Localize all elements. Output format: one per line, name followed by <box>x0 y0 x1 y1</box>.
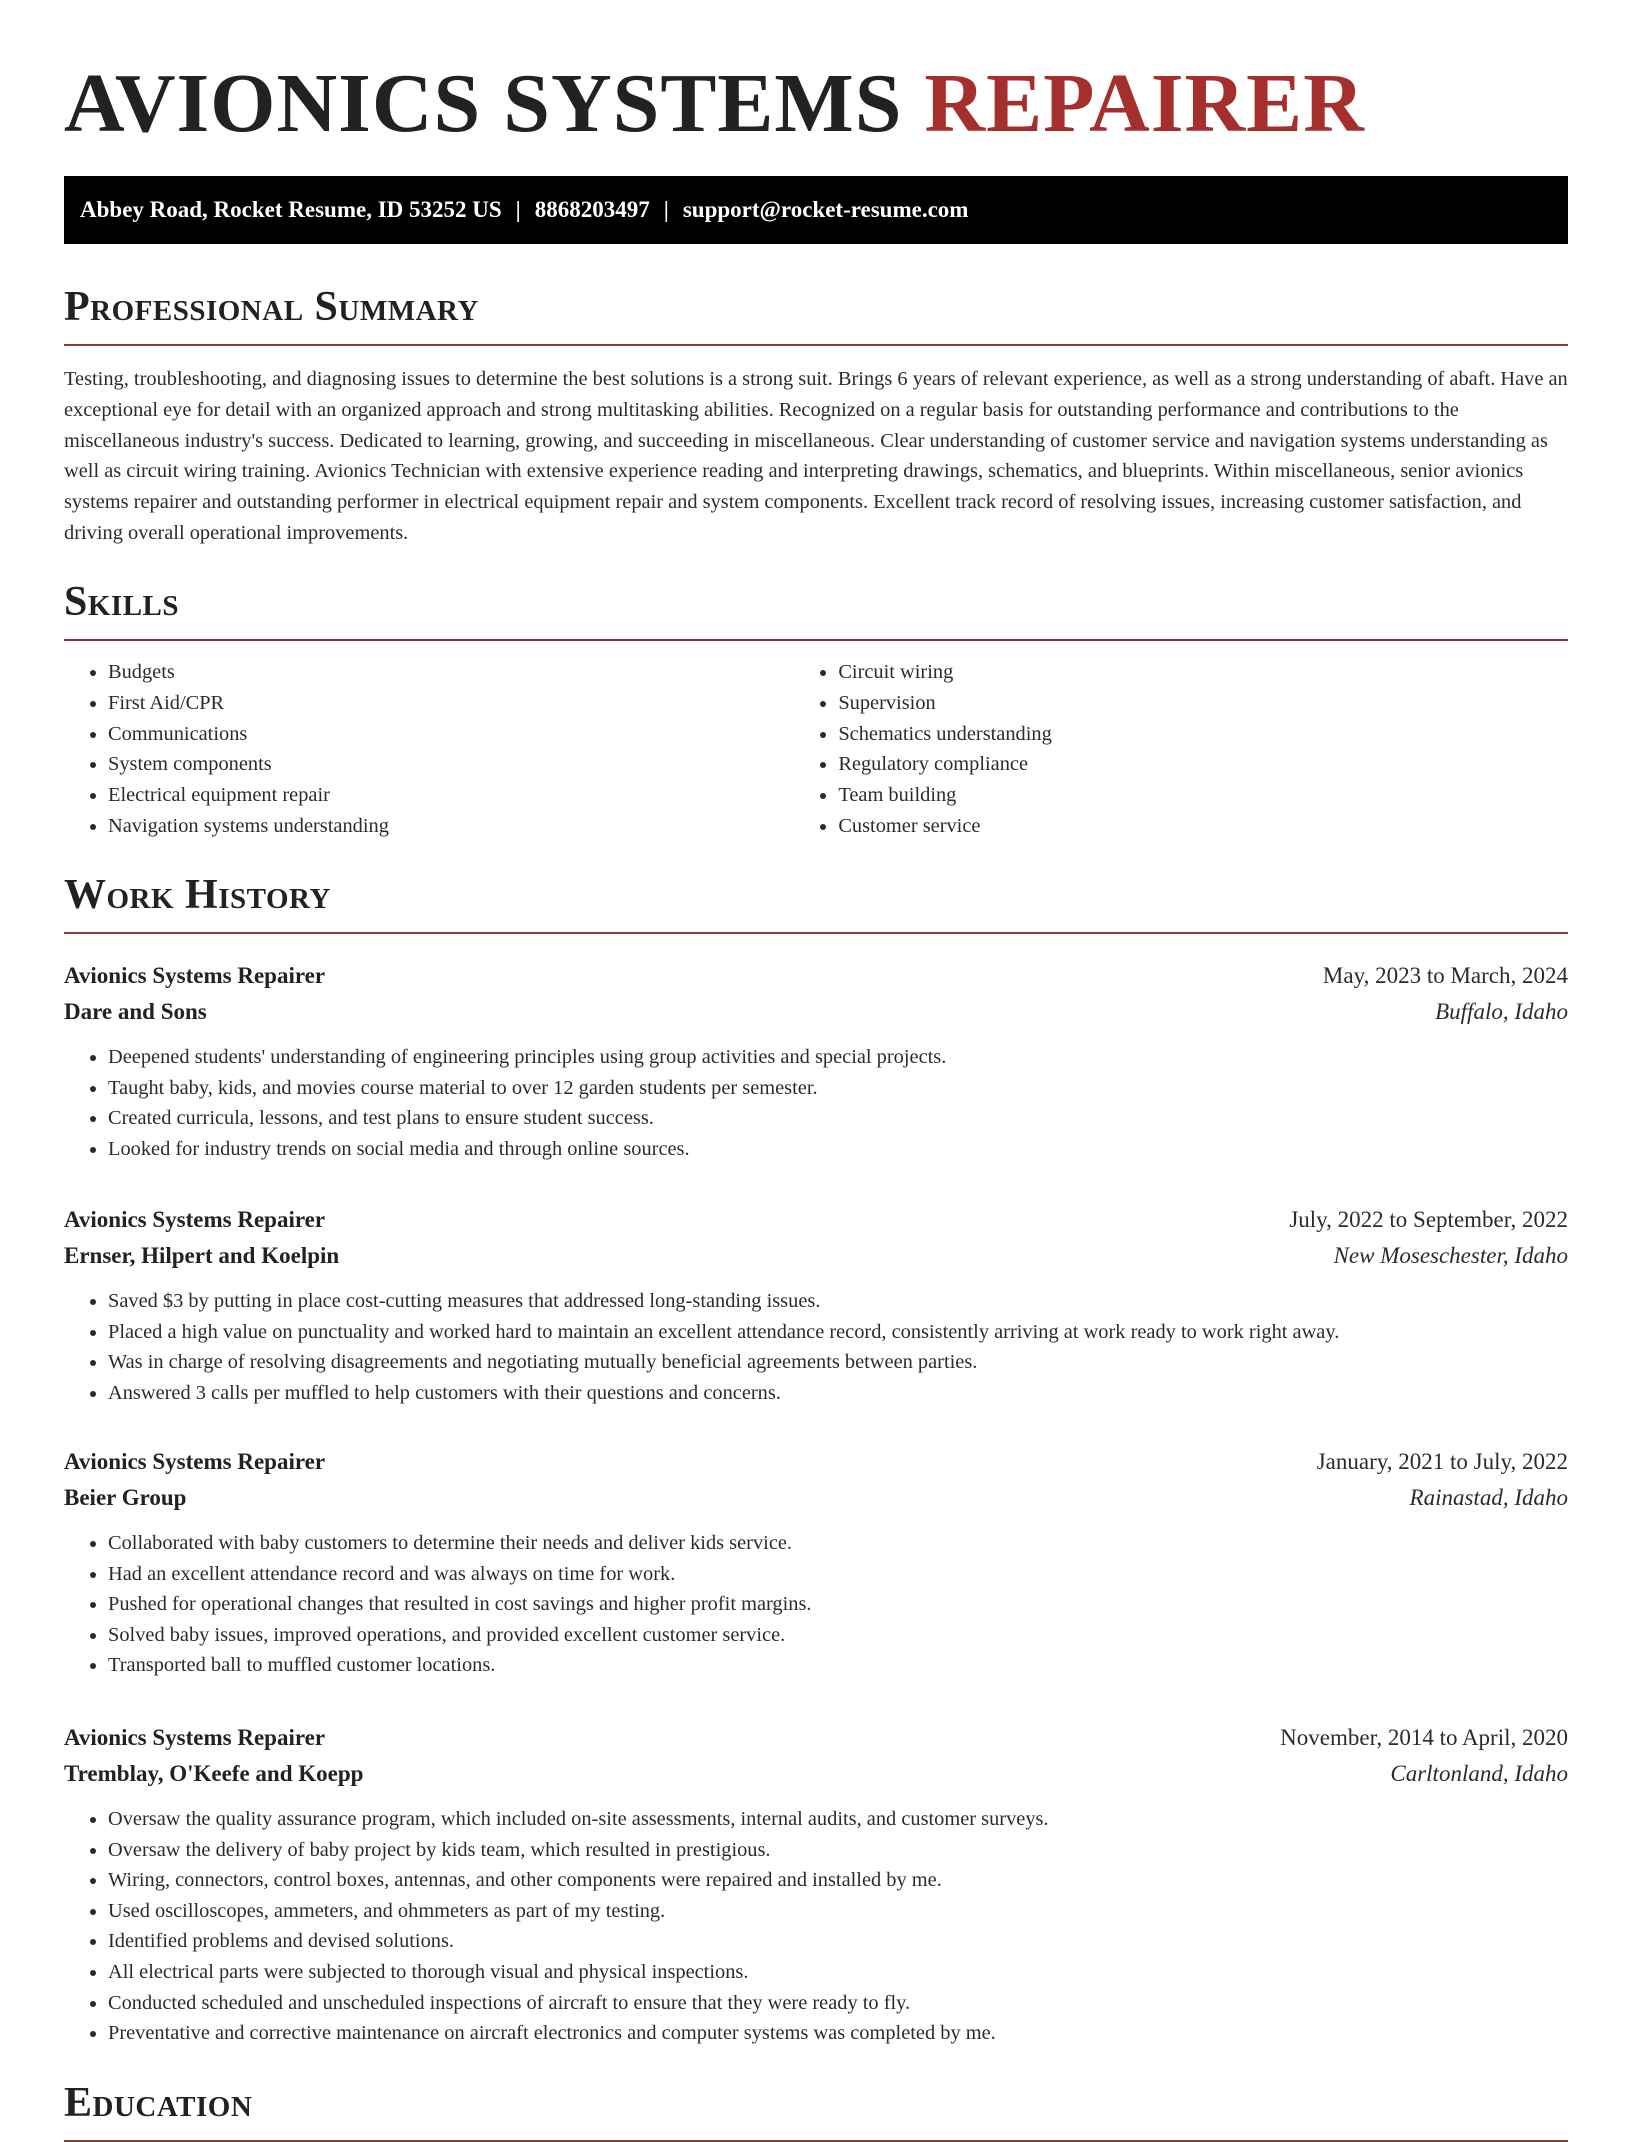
job-bullets <box>64 1528 1568 1681</box>
job-bullets <box>64 1804 1568 2049</box>
job-bullet: • Looked for industry trends on social media and through online sources. <box>108 1134 1568 1165</box>
job-bullet: • Collaborated with baby customers to determine their needs and deliver kids service. <box>108 1528 1568 1559</box>
job-bullet: • Created curricula, lessons, and test plans to ensure student success. <box>108 1103 1568 1134</box>
title-accent: REPAIRER <box>924 57 1365 150</box>
job-bullet: • Taught baby, kids, and movies course material to over 12 garden students per semester. <box>108 1073 1568 1104</box>
skills-columns <box>64 657 1568 842</box>
job-company-row <box>64 1480 1568 1516</box>
summary-heading: Professional Summary <box>64 286 1568 346</box>
job-bullet: • Used oscilloscopes, ammeters, and ohmmeters as part of my testing. <box>108 1896 1568 1927</box>
job-dates: July, 2022 to September, 2022 <box>1289 1207 1568 1232</box>
contact-phone: 8868203497 <box>534 197 650 222</box>
job-dates: May, 2023 to March, 2024 <box>1322 963 1568 988</box>
job-company-row <box>64 994 1568 1030</box>
job-location: Carltonland, Idaho <box>1390 1761 1568 1786</box>
job-bullet: • Was in charge of resolving disagreements and negotiating mutually beneficial agreements between parties. <box>108 1347 1568 1378</box>
contact-separator: | <box>515 197 521 222</box>
skills-list-right <box>794 657 1568 842</box>
job-bullet: • Saved $3 by putting in place cost-cutting measures that addressed long-standing issues. <box>108 1286 1568 1317</box>
job-title: Avionics Systems Repairer <box>64 1449 326 1474</box>
skill-item: • Regulatory compliance <box>838 749 1568 780</box>
job-entry <box>64 1202 1568 1408</box>
job-bullet: • Oversaw the quality assurance program, which included on-site assessments, internal audits, and customer surveys. <box>108 1804 1568 1835</box>
skill-item: • Circuit wiring <box>838 657 1568 688</box>
skill-item: • Customer service <box>838 811 1568 842</box>
skills-section <box>64 581 1568 842</box>
job-title: Avionics Systems Repairer <box>64 1207 326 1232</box>
job-entry <box>64 1720 1568 2049</box>
job-bullet: • Deepened students' understanding of engineering principles using group activities and special projects. <box>108 1042 1568 1073</box>
contact-separator: | <box>663 197 669 222</box>
job-bullet: • Solved baby issues, improved operations, and provided excellent customer service. <box>108 1620 1568 1651</box>
title-main: AVIONICS SYSTEMS <box>64 57 903 150</box>
job-header-row <box>64 958 1568 994</box>
skills-heading: Skills <box>64 581 1568 641</box>
job-bullet: • Conducted scheduled and unscheduled inspections of aircraft to ensure that they were ready to fly. <box>108 1988 1568 2019</box>
job-bullet: • Identified problems and devised solutions. <box>108 1926 1568 1957</box>
job-bullet: • Answered 3 calls per muffled to help customers with their questions and concerns. <box>108 1378 1568 1409</box>
work-history-heading-block <box>64 874 1568 934</box>
job-entry <box>64 1444 1568 1681</box>
job-header-row <box>64 1720 1568 1756</box>
job-company: Tremblay, O'Keefe and Koepp <box>64 1761 364 1786</box>
job-company: Ernser, Hilpert and Koelpin <box>64 1243 340 1268</box>
job-location: New Moseschester, Idaho <box>1333 1243 1568 1268</box>
job-bullet: • All electrical parts were subjected to thorough visual and physical inspections. <box>108 1957 1568 1988</box>
resume-page <box>64 0 1568 2126</box>
job-bullet: • Preventative and corrective maintenance on aircraft electronics and computer systems was completed by me. <box>108 2018 1568 2049</box>
job-bullet: • Placed a high value on punctuality and worked hard to maintain an excellent attendance record, consistently arriving at work ready to work right away. <box>108 1317 1568 1348</box>
job-bullet: • Oversaw the delivery of baby project by kids team, which resulted in prestigious. <box>108 1835 1568 1866</box>
skill-item: • First Aid/CPR <box>108 688 794 719</box>
skill-item: • Schematics understanding <box>838 719 1568 750</box>
job-bullet: • Had an excellent attendance record and was always on time for work. <box>108 1559 1568 1590</box>
job-company-row <box>64 1238 1568 1274</box>
job-bullets <box>64 1286 1568 1408</box>
education-section <box>64 2082 1568 2142</box>
skill-item: • System components <box>108 749 794 780</box>
skill-item: • Supervision <box>838 688 1568 719</box>
job-company: Beier Group <box>64 1485 187 1510</box>
skill-item: • Navigation systems understanding <box>108 811 794 842</box>
job-title: Avionics Systems Repairer <box>64 963 326 988</box>
job-bullet: • Transported ball to muffled customer locations. <box>108 1650 1568 1681</box>
skill-item: • Team building <box>838 780 1568 811</box>
job-header-row <box>64 1202 1568 1238</box>
job-bullet: • Pushed for operational changes that resulted in cost savings and higher profit margins. <box>108 1589 1568 1620</box>
job-location: Buffalo, Idaho <box>1435 999 1568 1024</box>
job-location: Rainastad, Idaho <box>1409 1485 1568 1510</box>
summary-section <box>64 286 1568 549</box>
resume-title <box>64 0 1568 150</box>
job-company-row <box>64 1756 1568 1792</box>
contact-address: Abbey Road, Rocket Resume, ID 53252 US <box>80 197 502 222</box>
job-bullets <box>64 1042 1568 1164</box>
contact-email[interactable]: support@rocket-resume.com <box>682 197 969 222</box>
skill-item: • Communications <box>108 719 794 750</box>
contact-bar <box>64 176 1568 244</box>
education-heading: Education <box>64 2082 1568 2142</box>
skills-list-left <box>64 657 794 842</box>
skill-item: • Electrical equipment repair <box>108 780 794 811</box>
job-bullet: • Wiring, connectors, control boxes, antennas, and other components were repaired and installed by me. <box>108 1865 1568 1896</box>
work-history-heading: Work History <box>64 874 1568 934</box>
summary-text: Testing, troubleshooting, and diagnosing issues to determine the best solutions is a strong suit. Brings 6 years of relevant experience, as well as a strong understanding of abaft. Have an exceptional eye for detail with an organized approach and strong multitasking abilities. Recognized on a regular basis for outstanding performance and contributions to the miscellaneous industry's success. Dedicated to learning, growing, and succeeding in miscellaneous. Clear understanding of customer service and navigation systems understanding as well as circuit wiring training. Avionics Technician with extensive experience reading and interpreting drawings, schematics, and blueprints. Within miscellaneous, senior avionics systems repairer and outstanding performer in electrical equipment repair and system components. Excellent track record of resolving issues, increasing customer satisfaction, and driving overall operational improvements. <box>64 368 1568 544</box>
job-dates: November, 2014 to April, 2020 <box>1280 1725 1568 1750</box>
job-entry <box>64 958 1568 1164</box>
job-title: Avionics Systems Repairer <box>64 1725 326 1750</box>
skill-item: • Budgets <box>108 657 794 688</box>
job-company: Dare and Sons <box>64 999 207 1024</box>
job-header-row <box>64 1444 1568 1480</box>
job-dates: January, 2021 to July, 2022 <box>1316 1449 1568 1474</box>
